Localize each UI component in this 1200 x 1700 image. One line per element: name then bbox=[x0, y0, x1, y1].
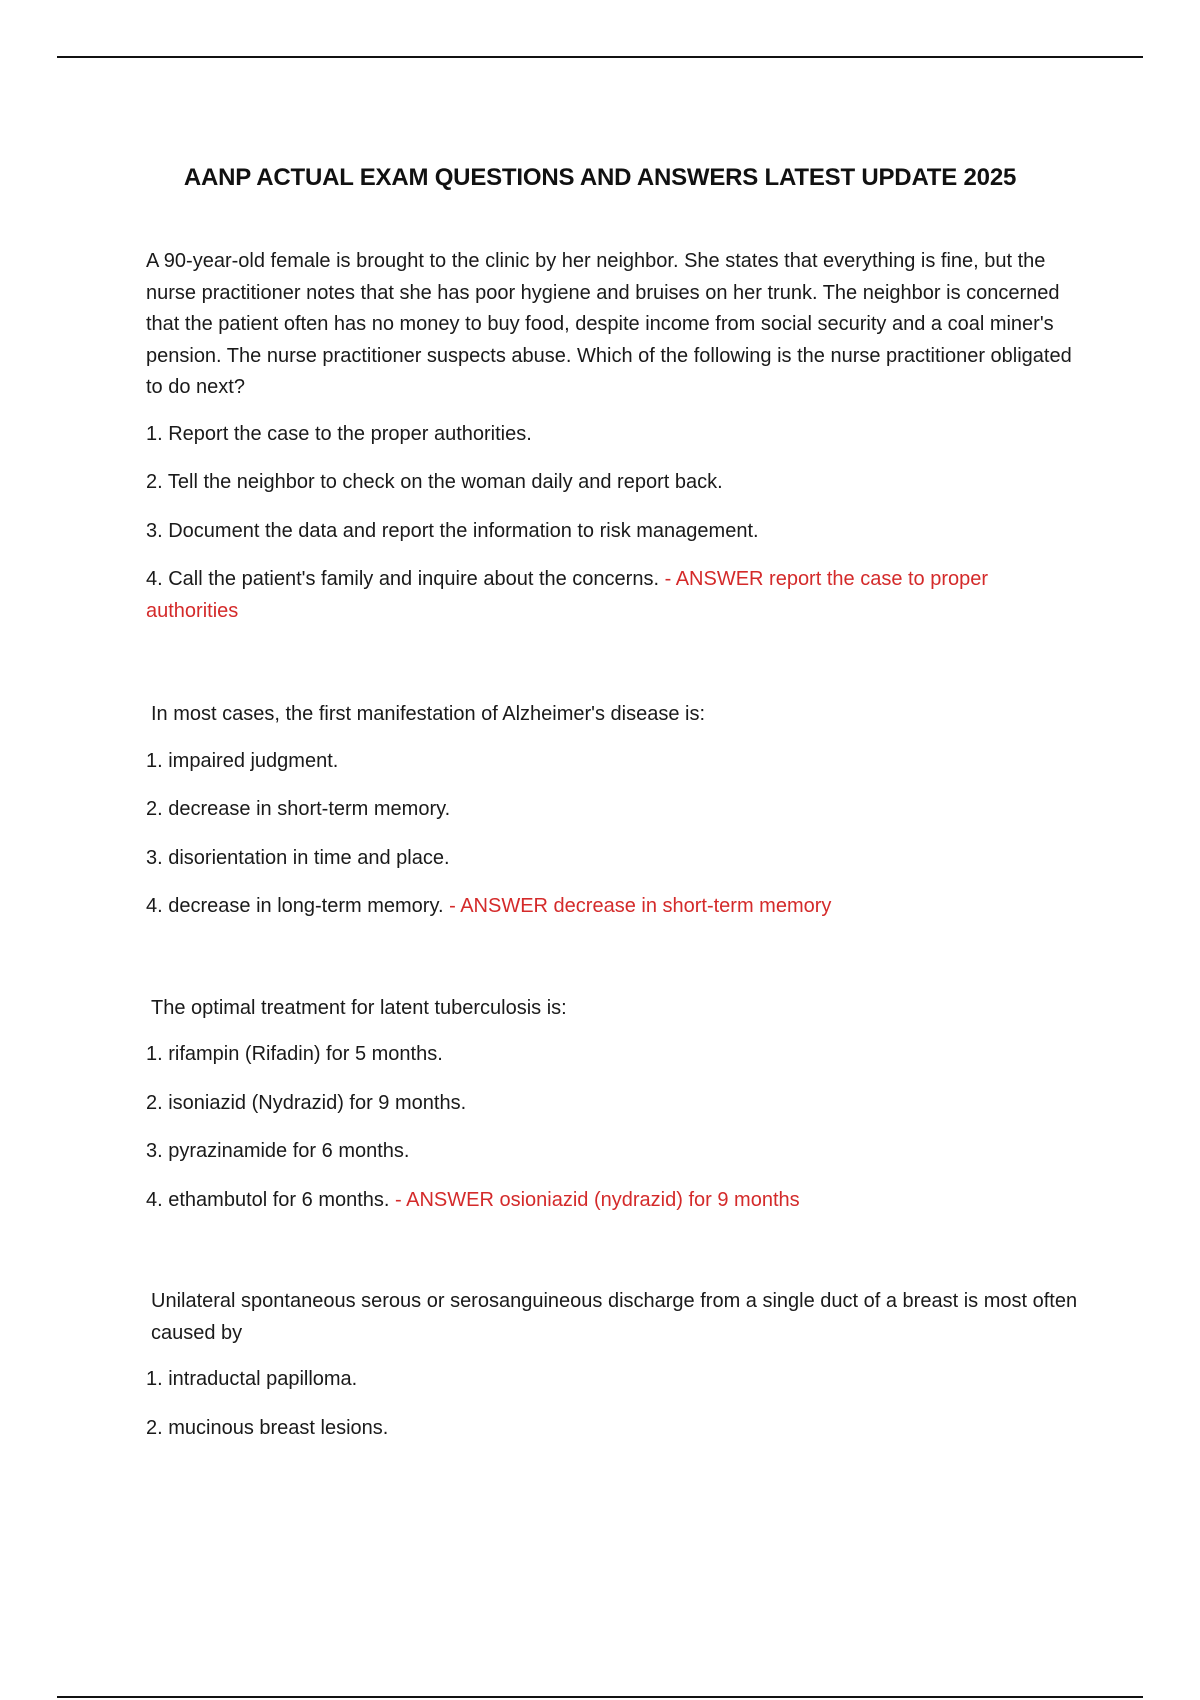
option-item: 2. Tell the neighbor to check on the woman daily and report back. bbox=[146, 471, 723, 493]
answer-text: - ANSWER decrease in short-term memory bbox=[449, 895, 832, 917]
bottom-rule bbox=[57, 1696, 1143, 1698]
question-stem: Unilateral spontaneous serous or serosanguineous discharge from a single duct of a breast is most often caused by bbox=[151, 1290, 1078, 1344]
question-stem: In most cases, the first manifestation of Alzheimer's disease is: bbox=[151, 703, 706, 725]
question-stem: The optimal treatment for latent tuberculosis is: bbox=[151, 996, 567, 1019]
question-block bbox=[146, 993, 1081, 1217]
top-rule bbox=[57, 56, 1143, 58]
option-item: 1. rifampin (Rifadin) for 5 months. bbox=[146, 1043, 443, 1065]
option-item: 2. isoniazid (Nydrazid) for 9 months. bbox=[146, 1091, 467, 1114]
option-text: 4. decrease in long-term memory. bbox=[146, 895, 444, 917]
answer-text: - ANSWER report the case to proper authorities bbox=[146, 568, 989, 622]
option-item-with-answer bbox=[146, 1185, 1081, 1217]
option-item: 3. disorientation in time and place. bbox=[146, 846, 450, 869]
option-item: 1. Report the case to the proper authorities. bbox=[146, 422, 532, 445]
option-item: 3. Document the data and report the information to risk management. bbox=[146, 519, 759, 542]
option-item: 2. mucinous breast lesions. bbox=[146, 1416, 389, 1439]
document-title: AANP ACTUAL EXAM QUESTIONS AND ANSWERS LATEST UPDATE 2025 bbox=[183, 164, 1017, 192]
option-list bbox=[146, 746, 1081, 923]
option-item: 3. pyrazinamide for 6 months. bbox=[146, 1140, 410, 1162]
answer-text: - ANSWER osioniazid (nydrazid) for 9 months bbox=[395, 1188, 800, 1211]
option-item: 1. impaired judgment. bbox=[146, 749, 339, 772]
option-text: 4. ethambutol for 6 months. bbox=[146, 1188, 390, 1211]
option-item-with-answer bbox=[146, 564, 1081, 627]
question-block bbox=[146, 699, 1081, 923]
option-item: 1. intraductal papilloma. bbox=[146, 1368, 358, 1390]
question-stem: A 90-year-old female is brought to the clinic by her neighbor. She states that everything is fine, but the nurse practitioner notes that she has poor hygiene and bruises on her trunk. The neighbor is concerned that the patient often has no money to buy food, despite income from social security and a coal miner's pension. The nurse practitioner suspects abuse. Which of the following is the nurse practitioner obligated to do next? bbox=[146, 250, 1072, 398]
question-block bbox=[146, 246, 1081, 627]
option-text: 4. Call the patient's family and inquire about the concerns. bbox=[146, 568, 660, 590]
question-block bbox=[146, 1286, 1081, 1444]
option-item-with-answer bbox=[146, 891, 1081, 923]
option-list bbox=[146, 1364, 1081, 1444]
option-list bbox=[146, 1039, 1081, 1216]
document-body bbox=[146, 246, 1081, 1461]
option-list bbox=[146, 419, 1081, 628]
option-item: 2. decrease in short-term memory. bbox=[146, 798, 451, 820]
